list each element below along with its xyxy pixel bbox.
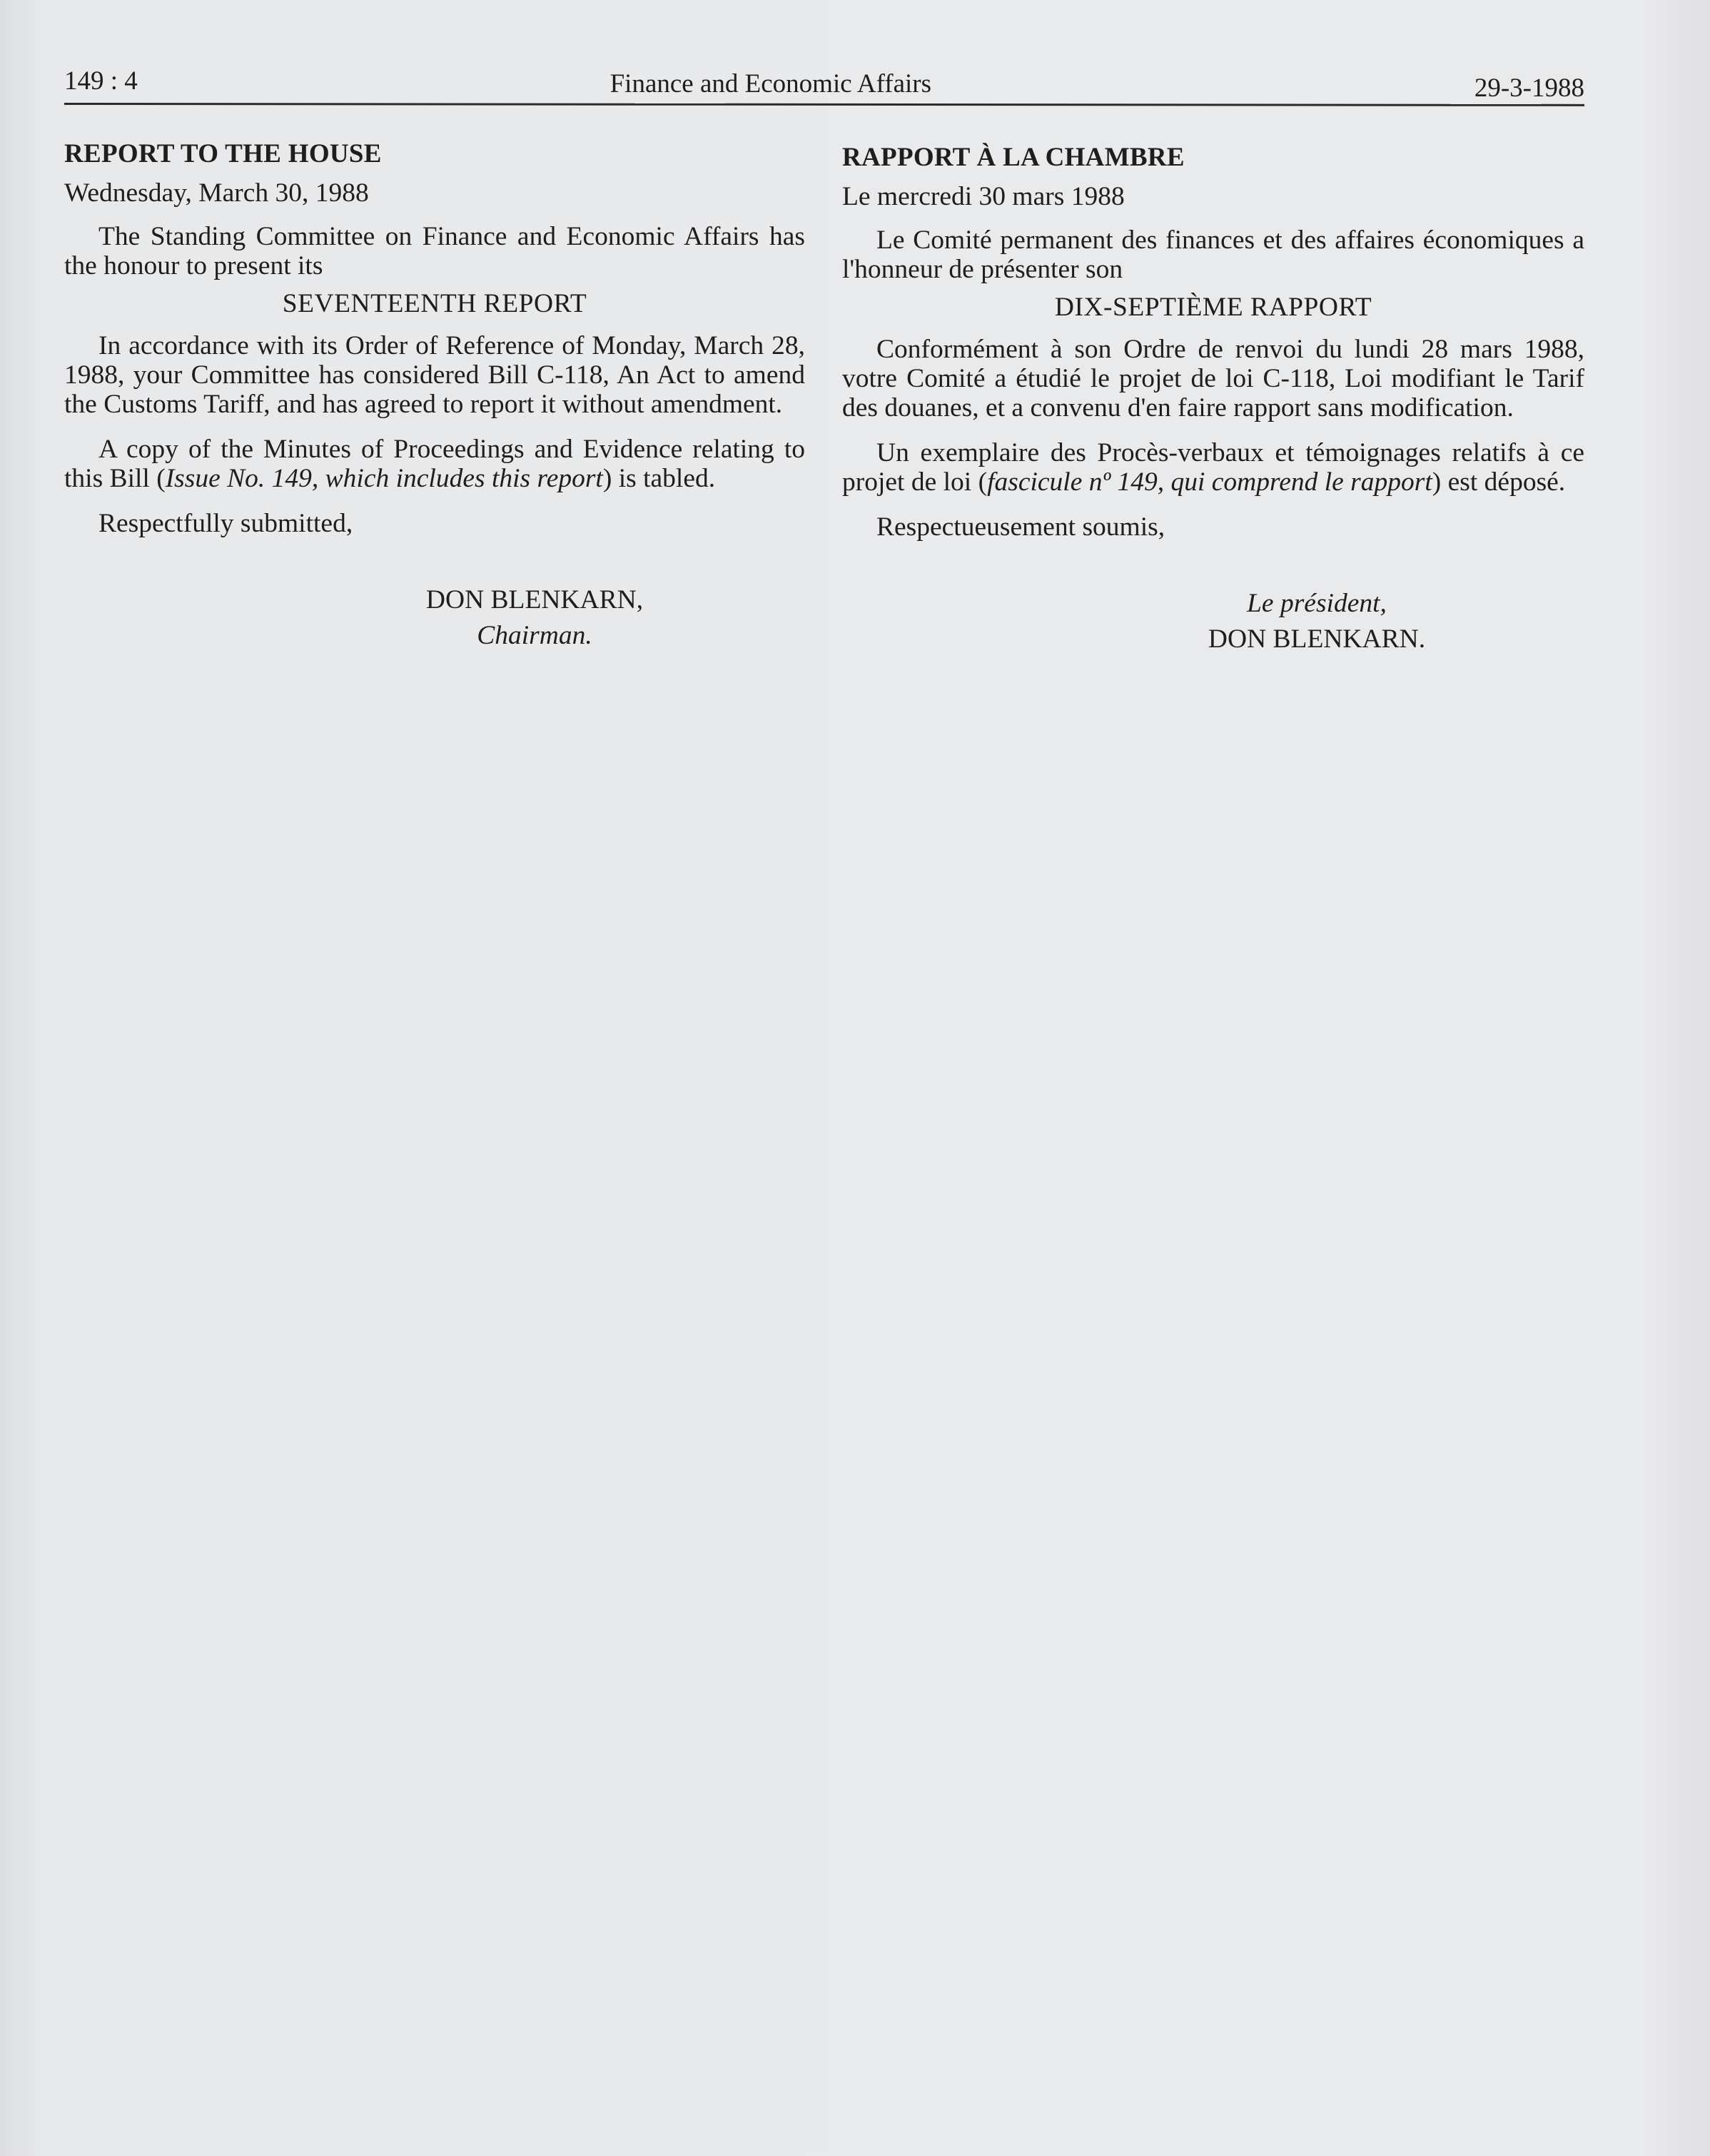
french-intro: Le Comité permanent des finances et des affaires économiques a l'honneur de présenter son <box>842 226 1584 284</box>
english-report-title: SEVENTEENTH REPORT <box>282 289 587 318</box>
french-signature-name: DON BLENKARN. <box>1208 624 1426 654</box>
french-signature-title: Le président, <box>1247 589 1387 618</box>
french-date: Le mercredi 30 mars 1988 <box>842 182 1125 211</box>
french-copy-before: Un exemplaire des Procès-verbaux et témoignages relatifs à ce projet de loi ( <box>842 438 1584 497</box>
french-body: Conformément à son Ordre de renvoi du lundi 28 mars 1988, votre Comité a étudié le projet de loi C-118, Loi modifiant le Tarif des douanes, et a convenu d'en faire rapport sans modification. <box>842 335 1584 422</box>
french-report-title: DIX-SEPTIÈME RAPPORT <box>1054 293 1372 322</box>
french-column <box>842 143 1584 654</box>
english-copy-italic: Issue No. 149, which includes this report <box>165 464 603 493</box>
english-title: REPORT TO THE HOUSE <box>64 139 382 168</box>
english-closing: Respectfully submitted, <box>98 509 353 538</box>
french-copy-paragraph <box>842 438 1584 497</box>
french-signature <box>1049 583 1584 654</box>
english-intro: The Standing Committee on Finance and Economic Affairs has the honour to present its <box>64 222 805 280</box>
english-copy-paragraph <box>64 435 805 493</box>
english-copy-after: ) is tabled. <box>602 464 716 493</box>
french-title: RAPPORT À LA CHAMBRE <box>842 143 1185 172</box>
english-copy-before: A copy of the Minutes of Proceedings and Evidence relating to this Bill ( <box>64 435 805 493</box>
english-signature-title: Chairman. <box>477 621 592 650</box>
french-copy-after: ) est déposé. <box>1432 467 1566 497</box>
english-signature-name: DON BLENKARN, <box>425 585 644 614</box>
page-header <box>64 66 1584 106</box>
french-closing: Respectueusement soumis, <box>876 512 1165 542</box>
header-rule <box>64 103 1584 106</box>
english-date: Wednesday, March 30, 1988 <box>64 178 369 208</box>
english-body: In accordance with its Order of Reference of Monday, March 28, 1988, your Committee has considered Bill C-118, An Act to amend the Customs Tariff, and has agreed to report it without amendment. <box>64 331 805 419</box>
english-column <box>64 139 805 651</box>
page-number: 149 : 4 <box>64 66 138 96</box>
header-date: 29-3-1988 <box>1474 74 1584 103</box>
english-signature <box>264 580 805 651</box>
french-copy-italic: fascicule nº 149, qui comprend le rapport <box>987 467 1432 497</box>
running-title: Finance and Economic Affairs <box>609 69 931 98</box>
